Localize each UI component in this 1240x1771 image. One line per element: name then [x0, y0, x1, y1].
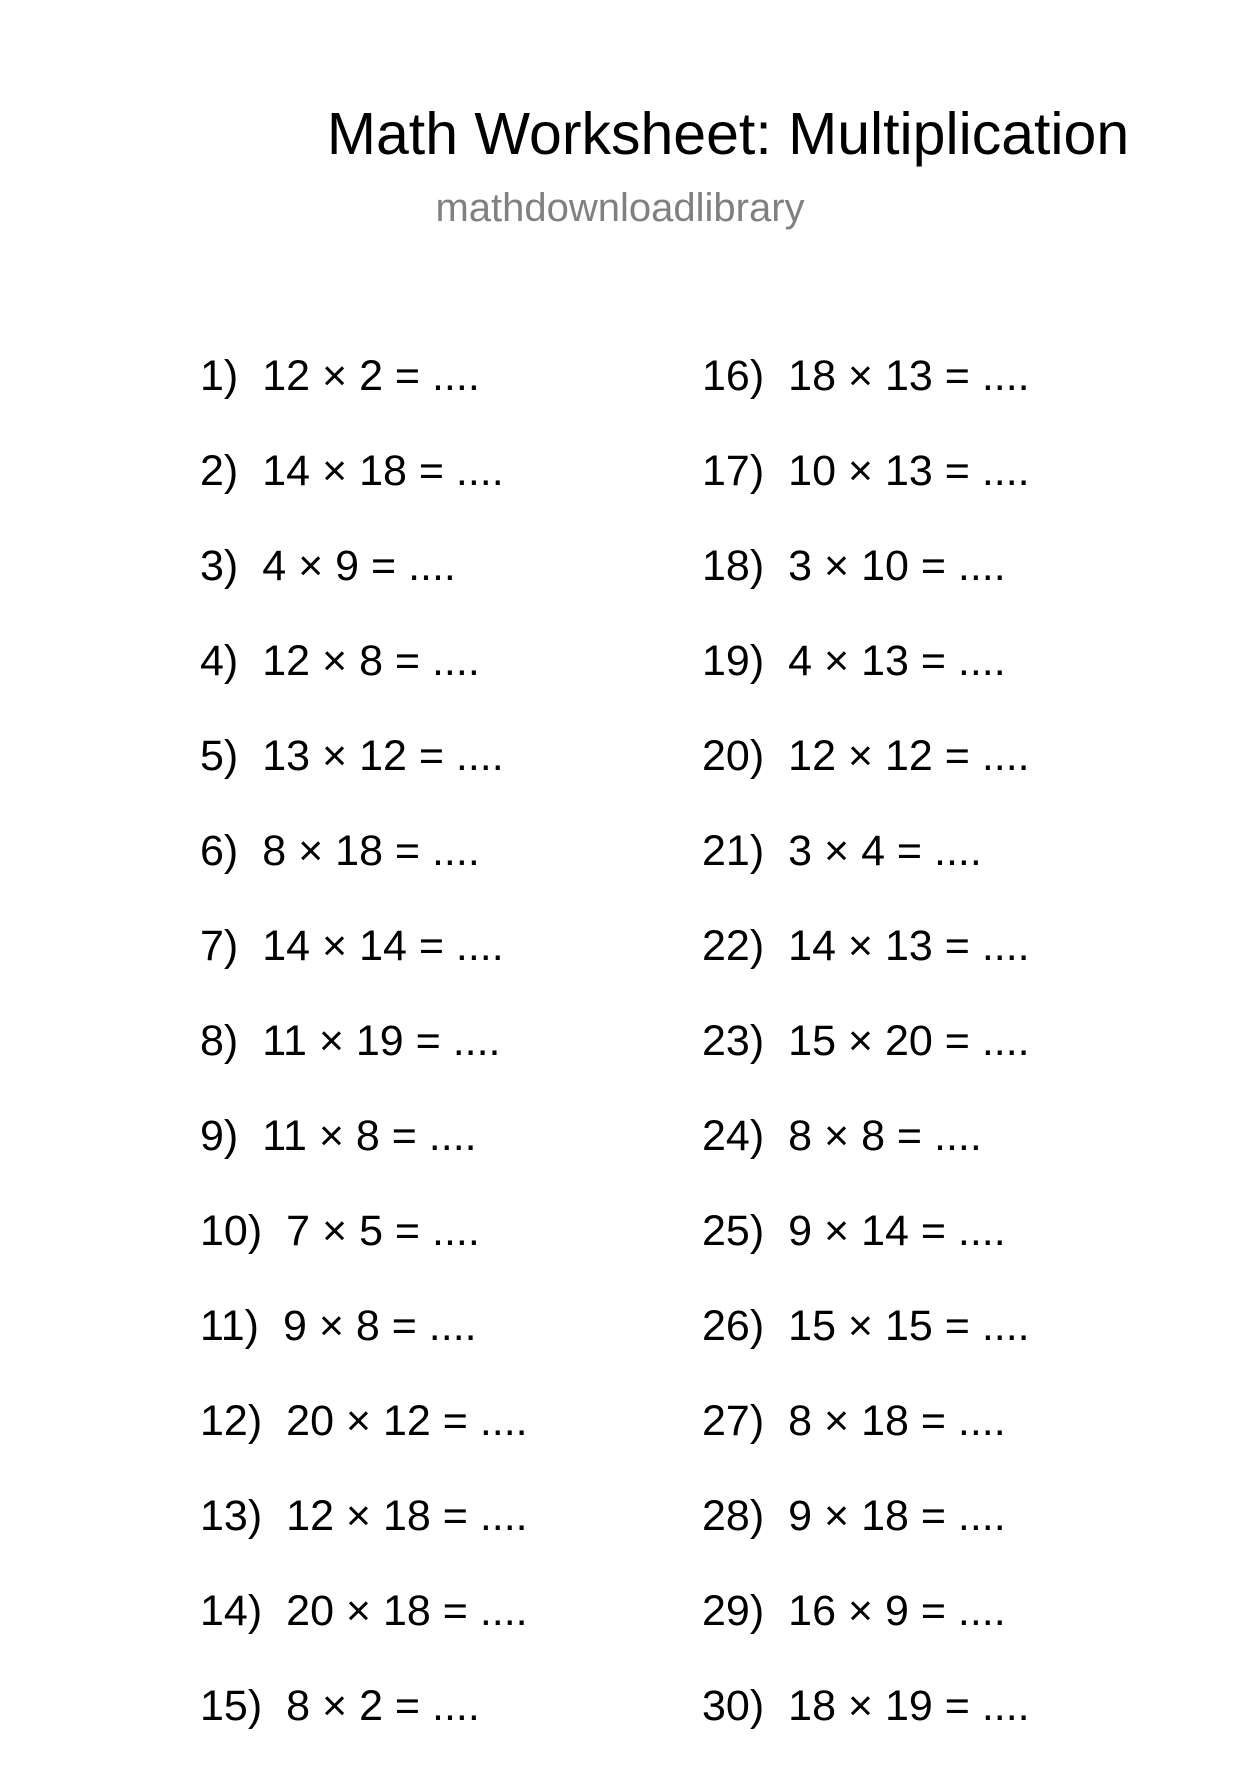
- problem-expression: 9 × 8 = ....: [282, 1302, 477, 1350]
- problem-expression: 20 × 18 = ....: [286, 1587, 528, 1635]
- problem-number: 26): [702, 1302, 765, 1350]
- problem-number: 8): [200, 1017, 239, 1065]
- problem-number: 10): [200, 1207, 263, 1255]
- problem-number: 4): [200, 637, 239, 685]
- problem-item: [200, 726, 528, 821]
- problem-number: 11): [200, 1302, 259, 1350]
- problem-expression: 16 × 9 = ....: [788, 1587, 1006, 1635]
- problem-number: 16): [702, 352, 765, 400]
- problem-expression: 4 × 13 = ....: [788, 637, 1006, 685]
- problem-item: [200, 1581, 528, 1676]
- problem-expression: 14 × 13 = ....: [788, 922, 1030, 970]
- problem-expression: 15 × 15 = ....: [788, 1302, 1030, 1350]
- problem-expression: 11 × 19 = ....: [262, 1017, 501, 1065]
- problem-number: 14): [200, 1587, 263, 1635]
- problem-expression: 12 × 8 = ....: [262, 637, 480, 685]
- problem-expression: 14 × 14 = ....: [262, 922, 504, 970]
- problem-item: [200, 916, 528, 1011]
- problem-expression: 8 × 2 = ....: [286, 1682, 480, 1730]
- problem-item: [702, 1391, 1030, 1486]
- problem-expression: 8 × 8 = ....: [788, 1112, 982, 1160]
- problem-expression: 10 × 13 = ....: [788, 447, 1030, 495]
- problem-item: [702, 536, 1030, 631]
- problem-item: [702, 1581, 1030, 1676]
- problem-item: [200, 536, 528, 631]
- problem-item: [200, 1391, 528, 1486]
- problem-expression: 3 × 10 = ....: [788, 542, 1006, 590]
- problem-number: 28): [702, 1492, 765, 1540]
- problem-item: [200, 1201, 528, 1296]
- problem-expression: 8 × 18 = ....: [788, 1397, 1006, 1445]
- problem-item: [702, 726, 1030, 821]
- problem-number: 29): [702, 1587, 765, 1635]
- problem-item: [200, 1296, 528, 1391]
- problem-number: 22): [702, 922, 765, 970]
- problem-expression: 12 × 12 = ....: [788, 732, 1030, 780]
- problem-expression: 9 × 14 = ....: [788, 1207, 1006, 1255]
- problem-item: [200, 631, 528, 726]
- problem-number: 30): [702, 1682, 765, 1730]
- problem-item: [200, 821, 528, 916]
- worksheet-title: Math Worksheet: Multiplication: [326, 101, 1130, 167]
- problem-number: 5): [200, 732, 239, 780]
- problem-expression: 3 × 4 = ....: [788, 827, 982, 875]
- problem-item: [200, 1106, 528, 1201]
- problem-number: 9): [200, 1112, 239, 1160]
- problem-number: 12): [200, 1397, 263, 1445]
- problem-number: 18): [702, 542, 765, 590]
- problem-number: 17): [702, 447, 765, 495]
- problem-number: 7): [200, 922, 239, 970]
- problem-number: 25): [702, 1207, 765, 1255]
- problem-expression: 14 × 18 = ....: [262, 447, 504, 495]
- problem-column-left: [200, 346, 528, 1771]
- problem-expression: 7 × 5 = ....: [286, 1207, 480, 1255]
- problem-item: [702, 821, 1030, 916]
- problem-number: 3): [200, 542, 239, 590]
- problem-expression: 9 × 18 = ....: [788, 1492, 1006, 1540]
- problem-number: 23): [702, 1017, 765, 1065]
- problem-expression: 18 × 19 = ....: [788, 1682, 1030, 1730]
- problem-item: [200, 441, 528, 536]
- problem-number: 15): [200, 1682, 263, 1730]
- problem-item: [702, 1296, 1030, 1391]
- problem-expression: 11 × 8 = ....: [262, 1112, 477, 1160]
- problem-item: [200, 1676, 528, 1771]
- problem-number: 24): [702, 1112, 765, 1160]
- problem-number: 19): [702, 637, 765, 685]
- problem-number: 6): [200, 827, 239, 875]
- problem-item: [200, 346, 528, 441]
- problem-item: [702, 441, 1030, 536]
- problem-expression: 12 × 2 = ....: [262, 352, 480, 400]
- problem-item: [702, 916, 1030, 1011]
- problem-item: [702, 1201, 1030, 1296]
- problem-number: 27): [702, 1397, 765, 1445]
- problem-expression: 13 × 12 = ....: [262, 732, 504, 780]
- problem-item: [702, 631, 1030, 726]
- problem-item: [702, 1106, 1030, 1201]
- problem-expression: 12 × 18 = ....: [286, 1492, 528, 1540]
- problem-expression: 20 × 12 = ....: [286, 1397, 528, 1445]
- problem-number: 21): [702, 827, 765, 875]
- problem-expression: 8 × 18 = ....: [262, 827, 480, 875]
- problem-item: [702, 1011, 1030, 1106]
- problem-expression: 4 × 9 = ....: [262, 542, 456, 590]
- problem-number: 13): [200, 1492, 263, 1540]
- problem-number: 1): [200, 352, 239, 400]
- worksheet-source: mathdownloadlibrary: [435, 186, 805, 230]
- problem-item: [702, 346, 1030, 441]
- problem-item: [702, 1486, 1030, 1581]
- problem-number: 20): [702, 732, 765, 780]
- problem-expression: 18 × 13 = ....: [788, 352, 1030, 400]
- problem-expression: 15 × 20 = ....: [788, 1017, 1030, 1065]
- problem-item: [200, 1011, 528, 1106]
- problem-item: [200, 1486, 528, 1581]
- problem-number: 2): [200, 447, 239, 495]
- problem-item: [702, 1676, 1030, 1771]
- problem-column-right: [702, 346, 1030, 1771]
